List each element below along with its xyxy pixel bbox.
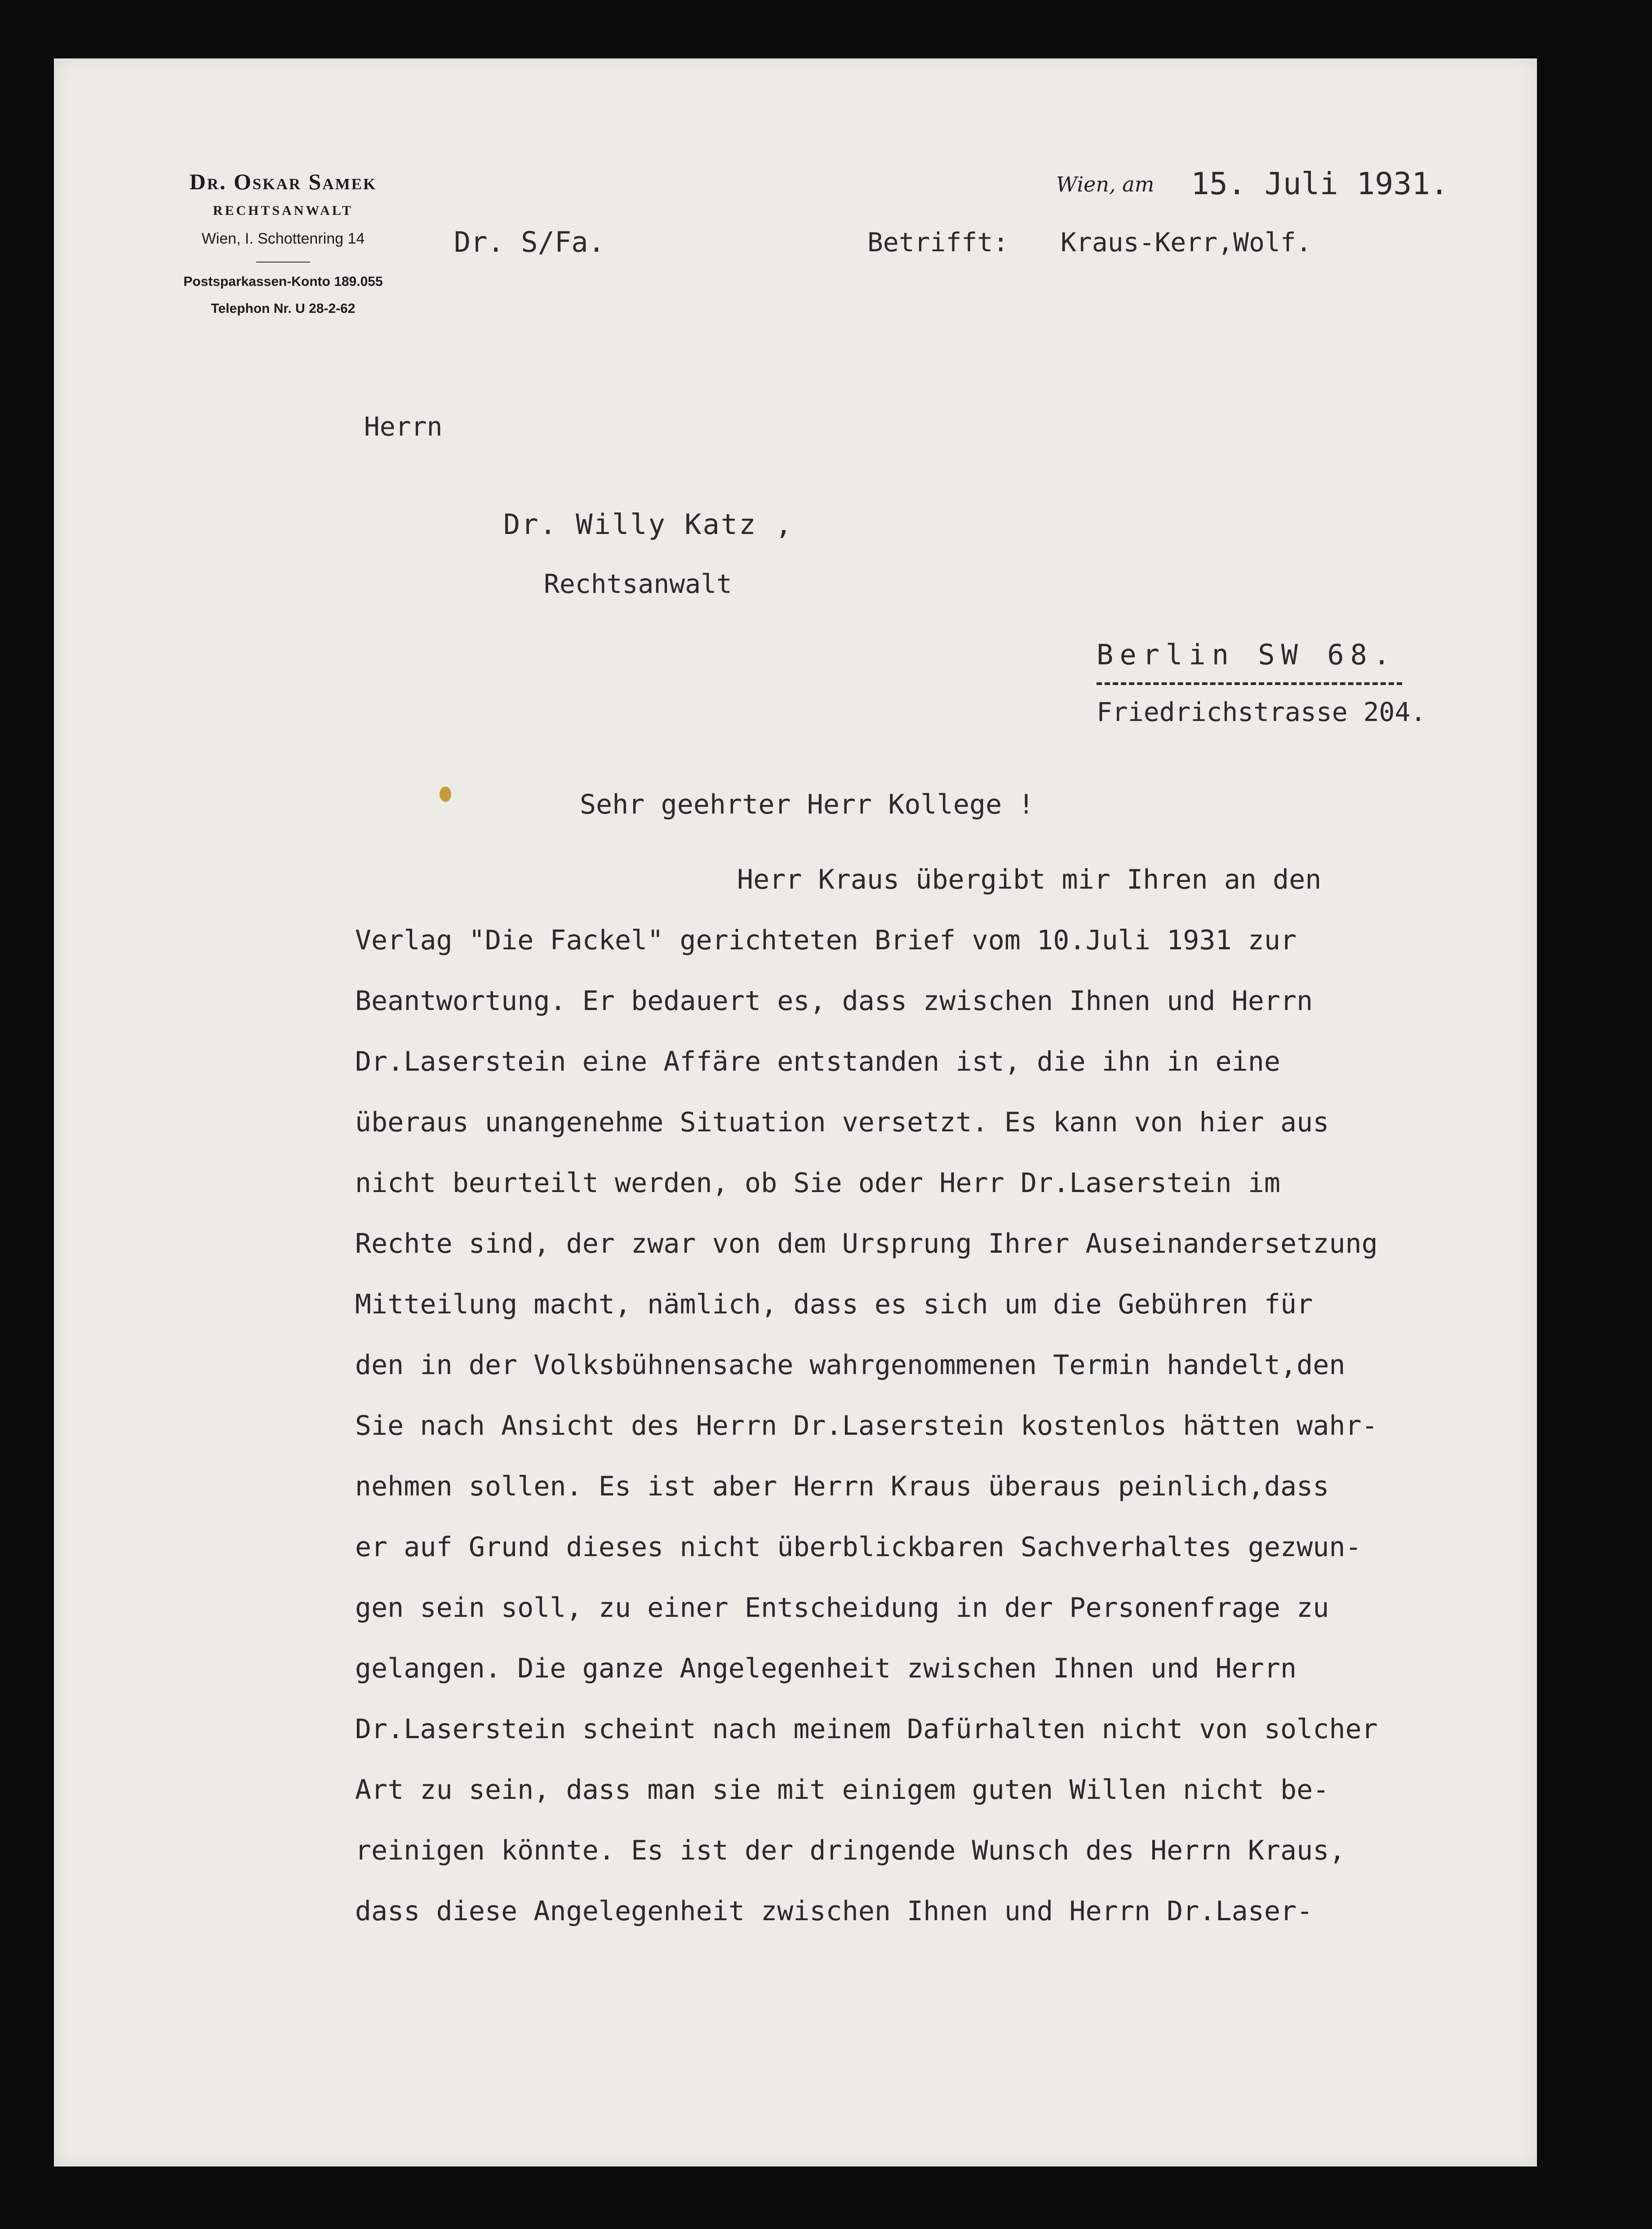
recipient-title: Rechtsanwalt [544, 569, 733, 599]
subject-value: Kraus-Kerr,Wolf. [1061, 227, 1312, 258]
greeting: Sehr geehrter Herr Kollege ! [580, 789, 1035, 820]
recipient-city: Berlin SW 68. [1097, 638, 1397, 671]
subject-label: Betrifft: [867, 227, 1009, 258]
body-line: nehmen sollen. Es ist aber Herrn Kraus überaus peinlich,dass [355, 1471, 1329, 1502]
body-line: Verlag "Die Fackel" gerichteten Brief vom 10.Juli 1931 zur [355, 925, 1297, 956]
letterhead-phone: Telephon Nr. U 28-2-62 [211, 301, 355, 316]
ink-stain [440, 787, 451, 802]
body-line: Dr.Laserstein eine Affäre entstanden ist, die ihn in eine [355, 1046, 1281, 1077]
letterhead-profession: RECHTSANWALT [213, 203, 354, 218]
body-line: Dr.Laserstein scheint nach meinem Dafürhalten nicht von solcher [355, 1713, 1378, 1745]
recipient-name: Dr. Willy Katz , [503, 508, 794, 541]
letterhead-address: Wien, I. Schottenring 14 [201, 230, 365, 247]
body-line: Beantwortung. Er bedauert es, dass zwischen Ihnen und Herrn [355, 985, 1313, 1017]
letterhead-account: Postsparkassen-Konto 189.055 [183, 274, 383, 289]
body-line: Rechte sind, der zwar von dem Ursprung Ihrer Auseinandersetzung [355, 1228, 1378, 1259]
body-line: Art zu sein, dass man sie mit einigem guten Willen nicht be- [355, 1774, 1329, 1806]
body-line: Mitteilung macht, nämlich, dass es sich um die Gebühren für [355, 1289, 1313, 1320]
recipient-salutation: Herrn [364, 411, 443, 442]
recipient-street: Friedrichstrasse 204. [1097, 697, 1426, 727]
body-line: gen sein soll, zu einer Entscheidung in der Personenfrage zu [355, 1592, 1329, 1624]
date-place: Wien, am [1056, 172, 1155, 196]
reference-code: Dr. S/Fa. [454, 226, 605, 258]
date-value: 15. Juli 1931. [1191, 166, 1449, 202]
body-line: nicht beurteilt werden, ob Sie oder Herr Dr.Laserstein im [355, 1167, 1281, 1199]
body-line: er auf Grund dieses nicht überblickbaren Sachverhaltes gezwun- [355, 1531, 1362, 1563]
body-line: Herr Kraus übergibt mir Ihren an den [737, 864, 1322, 895]
letter-body [355, 850, 1497, 1942]
body-line: den in der Volksbühnensache wahrgenommenen Termin handelt,den [355, 1349, 1346, 1381]
body-line: gelangen. Die ganze Angelegenheit zwischen Ihnen und Herrn [355, 1653, 1297, 1684]
body-line: reinigen könnte. Es ist der dringende Wunsch des Herrn Kraus, [355, 1835, 1346, 1866]
body-line: dass diese Angelegenheit zwischen Ihnen und Herrn Dr.Laser- [355, 1895, 1313, 1927]
body-line: überaus unangenehme Situation versetzt. Es kann von hier aus [355, 1107, 1329, 1138]
body-line: Sie nach Ansicht des Herrn Dr.Laserstein kostenlos hätten wahr- [355, 1410, 1378, 1442]
letterhead-name: Dr. Oskar Samek [189, 169, 377, 194]
letter-page [54, 58, 1537, 2167]
city-underline [1097, 682, 1402, 685]
